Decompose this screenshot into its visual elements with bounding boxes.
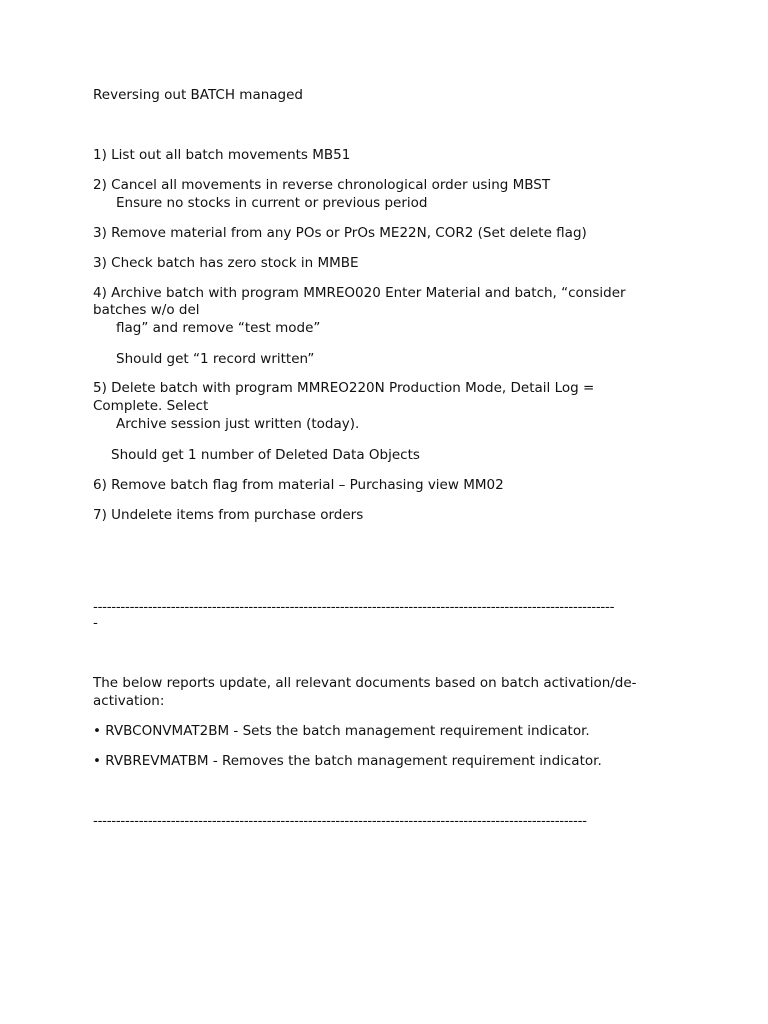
separator-line-1-tail: - [93,615,98,631]
step-6: 6) Remove batch flag from material – Purchasing view MM02 [93,477,504,493]
step-4-cont: batches w/o del [93,302,200,318]
step-4-cont2: flag” and remove “test mode” [116,320,321,336]
step-2: 2) Cancel all movements in reverse chronological order using MBST [93,177,551,193]
bullet-rvbconvmat2bm: • RVBCONVMAT2BM - Sets the batch management requirement indicator. [93,723,590,739]
step-5-cont: Complete. Select [93,398,209,414]
document-title: Reversing out BATCH managed [93,87,303,103]
bullet-rvbrevmatbm: • RVBREVMATBM - Removes the batch management requirement indicator. [93,753,602,769]
step-1: 1) List out all batch movements MB51 [93,147,351,163]
step-3b: 3) Check batch has zero stock in MMBE [93,255,359,271]
reports-intro-cont: activation: [93,693,165,709]
step-5: 5) Delete batch with program MMREO220N Production Mode, Detail Log = [93,380,595,396]
step-4: 4) Archive batch with program MMREO020 Enter Material and batch, “consider [93,285,626,301]
step-5-cont2: Archive session just written (today). [116,416,360,432]
step-5-result: Should get 1 number of Deleted Data Objects [111,447,420,463]
step-4-result: Should get “1 record written” [116,351,315,367]
step-3a: 3) Remove material from any POs or PrOs ME22N, COR2 (Set delete flag) [93,225,587,241]
step-7: 7) Undelete items from purchase orders [93,507,364,523]
separator-line-2: ------------------------------------------------------------------------------------------------------------ [93,813,587,829]
reports-intro: The below reports update, all relevant documents based on batch activation/de- [93,675,637,691]
step-2-note: Ensure no stocks in current or previous period [116,195,428,211]
separator-line-1: ------------------------------------------------------------------------------------------------------------------ [93,599,615,615]
